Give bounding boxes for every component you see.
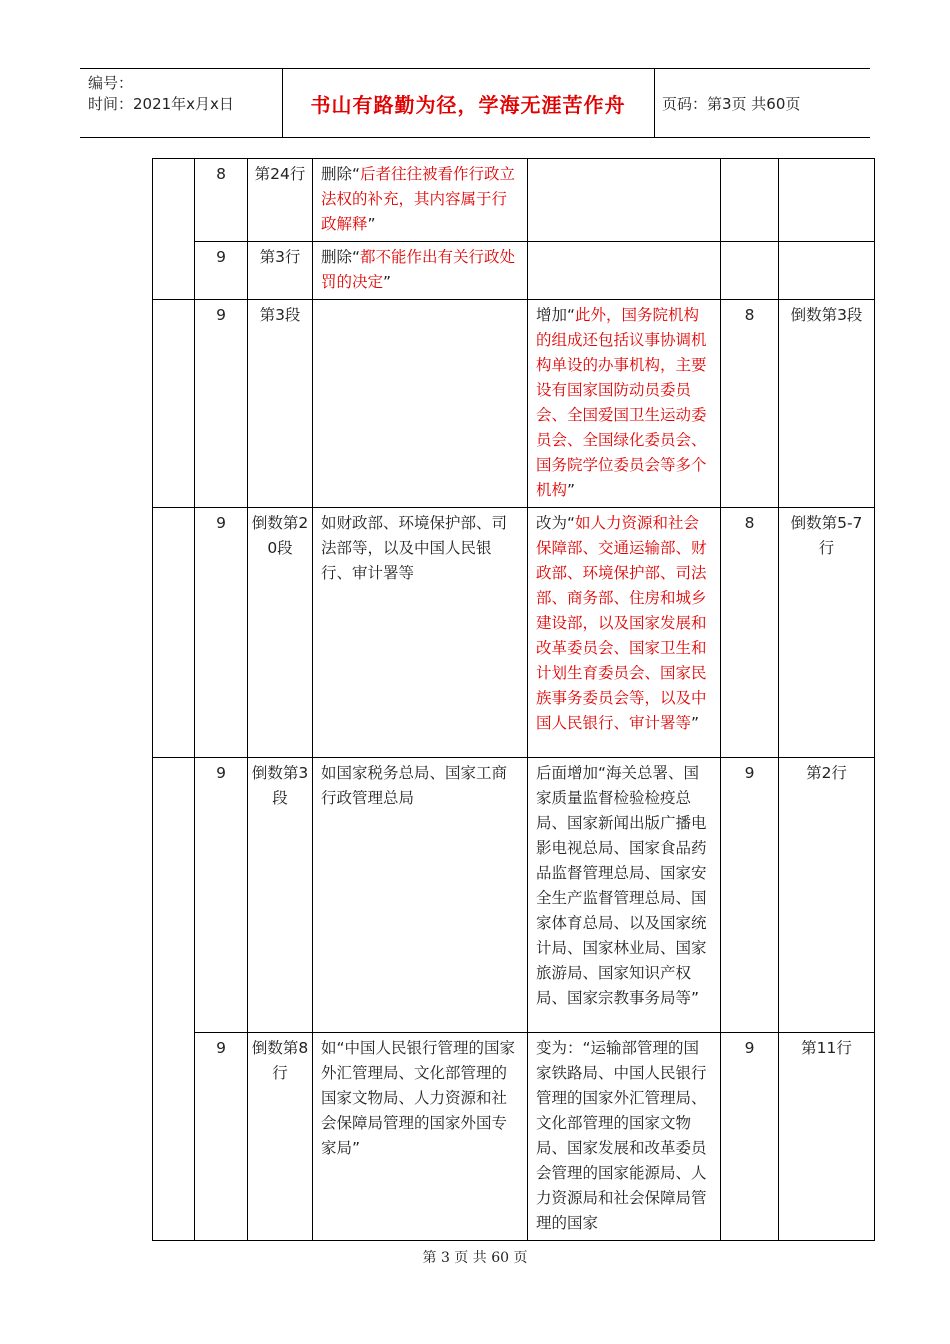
new-page-cell: 8 bbox=[721, 300, 779, 508]
revised-text-suffix: ” bbox=[691, 714, 700, 732]
new-location-cell bbox=[779, 242, 875, 300]
original-text-cell bbox=[313, 159, 528, 242]
blank-cell bbox=[153, 300, 195, 508]
header-divider bbox=[654, 69, 655, 137]
revision-table bbox=[152, 158, 875, 1241]
blank-cell bbox=[153, 159, 195, 300]
new-location-cell: 第11行 bbox=[779, 1033, 875, 1241]
original-text-cell: 如财政部、环境保护部、司法部等，以及中国人民银行、审计署等 bbox=[313, 508, 528, 758]
new-page-cell bbox=[721, 242, 779, 300]
new-page-cell bbox=[721, 159, 779, 242]
new-page-cell: 8 bbox=[721, 508, 779, 758]
revised-text: 增加“ bbox=[536, 306, 576, 324]
new-location-cell bbox=[779, 159, 875, 242]
original-text-cell bbox=[313, 300, 528, 508]
table-row bbox=[153, 508, 875, 758]
document-date-label: 时间：2021年x月x日 bbox=[88, 95, 234, 113]
original-text-cell: 如“中国人民银行管理的国家外汇管理局、文化部管理的国家文物局、人力资源和社会保障局管理的国家外国专家局” bbox=[313, 1033, 528, 1241]
table-row bbox=[153, 159, 875, 242]
table-row bbox=[153, 758, 875, 1033]
revised-text-suffix: ” bbox=[567, 481, 576, 499]
location-cell: 倒数第20段 bbox=[248, 508, 313, 758]
original-text-suffix: ” bbox=[383, 273, 392, 291]
original-text-highlight: 都不能作出有关行政处罚的决定 bbox=[321, 248, 516, 291]
revised-text-cell bbox=[528, 159, 721, 242]
header-page-info: 页码：第3页 共60页 bbox=[662, 94, 801, 113]
original-text: 删除“ bbox=[321, 165, 361, 183]
location-cell: 第3行 bbox=[248, 242, 313, 300]
page-cell: 9 bbox=[195, 1033, 248, 1241]
new-page-cell: 9 bbox=[721, 758, 779, 1033]
new-page-cell: 9 bbox=[721, 1033, 779, 1241]
original-text-highlight: 后者往往被看作行政立法权的补充，其内容属于行政解释 bbox=[321, 165, 516, 233]
original-text: 删除“ bbox=[321, 248, 361, 266]
original-text-suffix: ” bbox=[367, 215, 376, 233]
header-meta bbox=[88, 73, 234, 115]
blank-cell bbox=[153, 758, 195, 1241]
revised-text-cell bbox=[528, 508, 721, 758]
location-cell: 第24行 bbox=[248, 159, 313, 242]
revised-text-highlight: 如人力资源和社会保障部、交通运输部、财政部、环境保护部、司法部、商务部、住房和城乡建设部，以及国家发展和改革委员会、国家卫生和计划生育委员会、国家民族事务委员会等，以及中国人民银行、审计署等 bbox=[536, 514, 707, 732]
page-cell: 9 bbox=[195, 300, 248, 508]
page-cell: 8 bbox=[195, 159, 248, 242]
table-row bbox=[153, 1033, 875, 1241]
page-cell: 9 bbox=[195, 758, 248, 1033]
page-footer: 第 3 页 共 60 页 bbox=[422, 1250, 528, 1266]
blank-cell bbox=[153, 508, 195, 758]
revised-text-highlight: 此外，国务院机构的组成还包括议事协调机构单设的办事机构，主要设有国家国防动员委员会、全国爱国卫生运动委员会、全国绿化委员会、国务院学位委员会等多个机构 bbox=[536, 306, 707, 499]
document-number-label: 编号： bbox=[88, 74, 134, 92]
new-location-cell: 第2行 bbox=[779, 758, 875, 1033]
original-text-cell: 如国家税务总局、国家工商行政管理总局 bbox=[313, 758, 528, 1033]
table-row bbox=[153, 242, 875, 300]
location-cell: 第3段 bbox=[248, 300, 313, 508]
location-cell: 倒数第8行 bbox=[248, 1033, 313, 1241]
revised-text-cell bbox=[528, 242, 721, 300]
page-cell: 9 bbox=[195, 242, 248, 300]
revised-text-cell: 变为：“运输部管理的国家铁路局、中国人民银行管理的国家外汇管理局、文化部管理的国家文物局、国家发展和改革委员会管理的国家能源局、人力资源局和社会保障局管理的国家 bbox=[528, 1033, 721, 1241]
page-header bbox=[80, 68, 870, 138]
revised-text-cell bbox=[528, 300, 721, 508]
revised-text: 改为“ bbox=[536, 514, 576, 532]
location-cell: 倒数第3段 bbox=[248, 758, 313, 1033]
original-text-cell bbox=[313, 242, 528, 300]
revised-text-cell: 后面增加“海关总署、国家质量监督检验检疫总局、国家新闻出版广播电影电视总局、国家食品药品监督管理总局、国家安全生产监督管理总局、国家体育总局、以及国家统计局、国家林业局、国家旅游局、国家知识产权局、国家宗教事务局等” bbox=[528, 758, 721, 1033]
table-row bbox=[153, 300, 875, 508]
header-motto: 书山有路勤为径，学海无涯苦作舟 bbox=[310, 92, 626, 117]
new-location-cell: 倒数第3段 bbox=[779, 300, 875, 508]
page-cell: 9 bbox=[195, 508, 248, 758]
new-location-cell: 倒数第5-7行 bbox=[779, 508, 875, 758]
